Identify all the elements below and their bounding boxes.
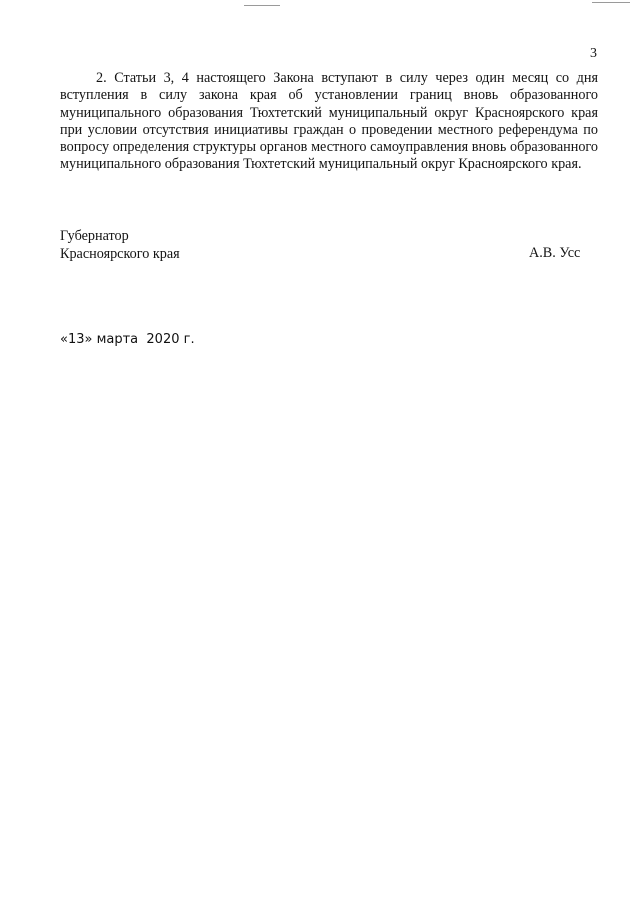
- scan-artifact-line: [244, 5, 280, 6]
- signatory-name: А.В. Усс: [529, 245, 581, 261]
- scan-artifact-line: [592, 2, 630, 3]
- signatory-title-line: Красноярского края: [60, 245, 180, 262]
- page-number: 3: [590, 46, 597, 61]
- signatory-title: [60, 228, 180, 263]
- signatory-title-line: Губернатор: [60, 228, 129, 244]
- document-date: «13» марта 2020 г.: [60, 332, 195, 347]
- law-paragraph: 2. Статьи 3, 4 настоящего Закона вступают в силу через один месяц со дня вступления в силу закона края об установлении границ вновь образованного муниципального образования Тюхтетский муниципальный округ Красноярского края при условии отсутствия инициативы граждан о проведении местного референдума по вопросу определения структуры органов местного самоуправления вновь образованного муниципального образования Тюхтетский муниципальный округ Красноярского края.: [60, 70, 598, 173]
